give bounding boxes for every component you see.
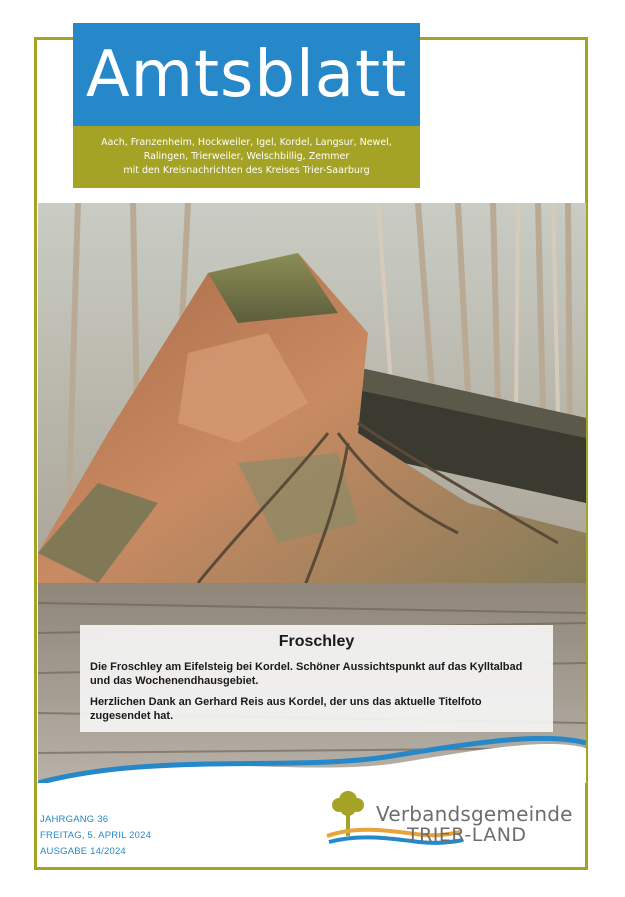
communities-banner (73, 126, 420, 188)
photo-caption-box (80, 625, 553, 732)
logo-name: Verbandsgemeinde (376, 802, 573, 826)
issue-date: FREITAG, 5. APRIL 2024 (40, 830, 152, 841)
communities-line-2: Ralingen, Trierweiler, Welschbillig, Zemmer (143, 151, 350, 162)
masthead-banner (73, 23, 420, 126)
issue-info (40, 812, 151, 860)
issue-edition: AUSGABE 14/2024 (40, 846, 126, 857)
issue-volume: JAHRGANG 36 (40, 814, 109, 825)
masthead-title: Amtsblatt (85, 37, 408, 112)
caption-text-1: Die Froschley am Eifelsteig bei Kordel. Schöner Aussichtspunkt auf das Kylltalbad und das Wochenendhausgebiet. (90, 661, 523, 687)
communities-line-3: mit den Kreisnachrichten des Kreises Trier-Saarburg (123, 165, 370, 176)
verbandsgemeinde-logo (325, 786, 575, 852)
caption-title: Froschley (278, 633, 355, 650)
caption-text-2: Herzlichen Dank an Gerhard Reis aus Kordel, der uns das aktuelle Titelfoto zugesendet hat. (90, 696, 482, 722)
logo-subname: TRIER-LAND (407, 824, 527, 846)
communities-line-1: Aach, Franzenheim, Hockweiler, Igel, Kordel, Langsur, Newel, (101, 137, 392, 148)
